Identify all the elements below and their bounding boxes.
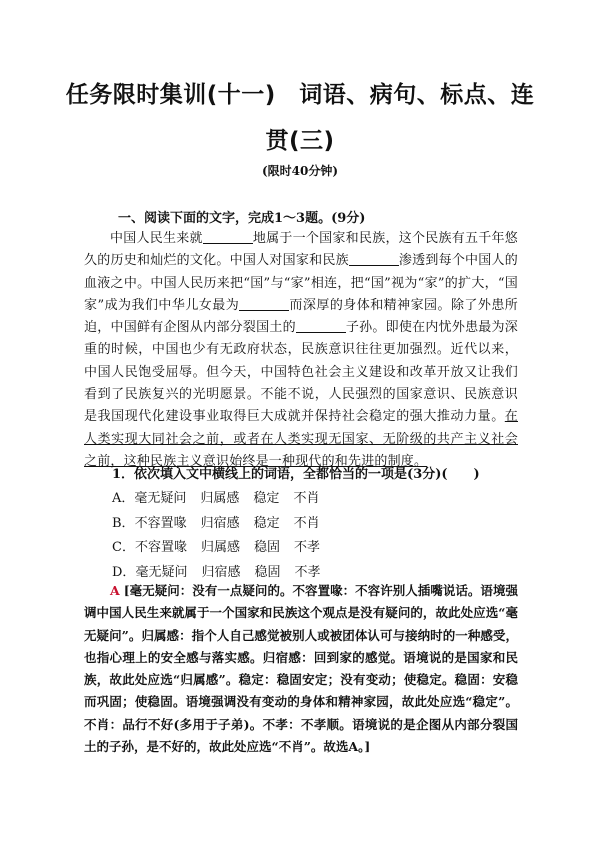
answer-key: A: [110, 583, 120, 598]
option-word: 不肖: [293, 491, 320, 506]
option-word: 不孝: [294, 564, 321, 580]
option-a[interactable]: [112, 487, 335, 512]
option-word: 归宿感: [200, 515, 240, 531]
passage-text: 地属于一个国家和民族，这个民族有五千年悠久的历史和灿烂的文化。中国人对国家和民族: [84, 231, 518, 269]
passage-text: 中国人民生来就: [110, 231, 203, 246]
option-word: 毫无疑问: [134, 491, 187, 506]
option-word: 稳定: [253, 515, 280, 531]
page-title: [40, 72, 560, 164]
time-limit: (限时40分钟): [261, 164, 339, 178]
option-word: 稳固: [253, 540, 280, 555]
answer-explanation: [84, 580, 518, 758]
option-word: 不容置喙: [134, 540, 187, 555]
fill-blank-2: [349, 252, 399, 266]
fill-blank-1: [203, 230, 253, 244]
passage-text: 子孙。即使在内忧外患最为深重的时候，中国也少有无政府状态，民族意识往往更加强烈。近代以来，中国人民饱受屈辱。但今天，中国特色社会主义建设和改革开放又让我们看到了民族复兴的光明愿景。不能不说，人民强烈的国家意识、民族意识是我国现代化建设事业取得巨大成就并保持社会稳定的强大推动力量。: [84, 320, 518, 425]
option-letter: C．: [112, 540, 135, 555]
option-letter: A．: [112, 491, 135, 506]
reading-passage: [84, 228, 518, 473]
title-line-1: 任务限时集训(十一) 词语、病句、标点、连: [65, 82, 535, 108]
question-stem: 1．依次填入文中横线上的词语，全都恰当的一项是(3分)( ): [112, 467, 480, 482]
option-word: 毫无疑问: [135, 564, 188, 580]
option-word: 稳固: [254, 564, 281, 580]
option-word: 归属感: [200, 491, 240, 506]
passage-text: 渗透到每个中国人的血液之中。中国人民历来把“国”与“家”相连，把“国”视为“家”的扩大，“国家”成为我们中华儿女最为: [84, 253, 518, 313]
option-b[interactable]: [112, 512, 335, 537]
explanation-paragraph: [84, 580, 518, 758]
option-word: 不容置喙: [134, 515, 187, 531]
option-word: 归属感: [200, 540, 240, 555]
explanation-text: [毫无疑问：没有一点疑问的。不容置喙：不容许别人插嘴说话。语境强调中国人民生来就属于一个国家和民族这个观点是没有疑问的，故此处应选“毫无疑问”。归属感：指个人自己感觉被别人或被团体认可与接纳时的一种感受，也指心理上的安全感与落实感。归宿感：回到家的感觉。语境说的是国家和民族，故此处应选“归属感”。稳定：稳固安定；没有变动；使稳定。稳固：安稳而巩固；使稳固。语境强调没有变动的身体和精神家园，故此处应选“稳定”。不肖：品行不好(多用于子弟)。不孝：不孝顺。语境说的是企图从内部分裂国土的子孙，是不好的，故此处应选“不肖”。故选A。]: [84, 583, 518, 755]
option-letter: B．: [112, 515, 135, 531]
passage-text: 而深厚的身体和精神家园。除了外患所迫，中国鲜有企图从内部分裂国土的: [84, 297, 518, 336]
option-word: 稳定: [253, 491, 280, 506]
section-heading: 一、阅读下面的文字，完成1～3题。(9分): [118, 211, 366, 226]
answer-options: [112, 487, 335, 585]
underlined-sentence: 在人类实现大同社会之前，或者在人类实现无国家、无阶级的共产主义社会之前，这种民族主义意识始终是一种现代的和先进的制度。: [84, 409, 518, 469]
option-word: 不肖: [293, 515, 320, 531]
fill-blank-4: [296, 319, 346, 333]
option-c[interactable]: [112, 536, 335, 561]
passage-paragraph: [84, 228, 518, 473]
title-line-2: 贯(三): [265, 128, 335, 154]
option-letter: D．: [112, 564, 136, 580]
fill-blank-3: [239, 297, 289, 311]
option-word: 归宿感: [201, 564, 241, 580]
option-word: 不孝: [294, 540, 321, 555]
